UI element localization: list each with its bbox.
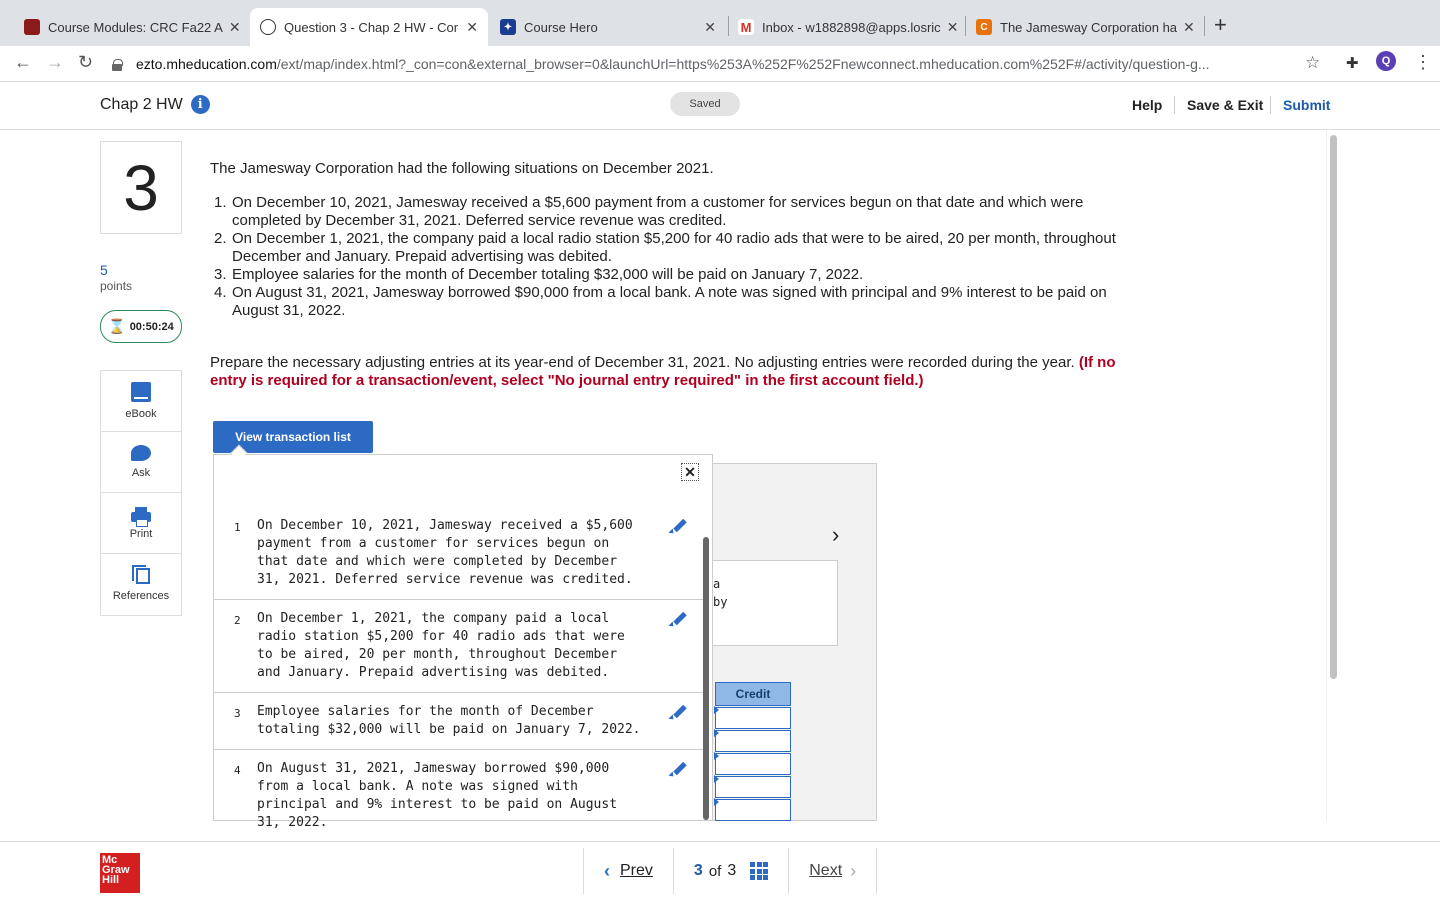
tool-label: eBook <box>125 408 157 420</box>
transaction-row[interactable]: 4 On August 31, 2021, Jamesway borrowed $90,000 from a local bank. A note was signed with principal and 9% interest to be paid on August 31, 2022. <box>214 760 704 825</box>
chevron-right-icon[interactable]: › <box>832 522 840 547</box>
gmail-icon: M <box>738 19 754 35</box>
question-number: 3 <box>100 141 182 234</box>
help-link[interactable]: Help <box>1132 97 1163 113</box>
list-item: 4. On August 31, 2021, Jamesway borrowed $90,000 from a local bank. A note was signed with principal and 9% interest to be paid on August 31, 2022. <box>214 284 1107 319</box>
close-tab-icon[interactable]: ✕ <box>704 18 716 35</box>
close-tab-icon[interactable]: ✕ <box>228 18 241 35</box>
tools-panel <box>100 370 182 616</box>
credit-input[interactable] <box>715 730 791 752</box>
new-tab-icon[interactable]: + <box>1214 12 1227 37</box>
tool-label: Print <box>129 527 153 540</box>
chegg-icon: C <box>976 19 992 35</box>
extensions-puzzle-icon[interactable]: ✚ <box>1346 55 1359 72</box>
info-icon[interactable]: i <box>191 95 210 114</box>
url-host: ezto.mheducation.com <box>136 56 277 72</box>
credit-input[interactable] <box>715 753 791 775</box>
list-item: 1. On December 10, 2021, Jamesway received a $5,600 payment from a customer for services begun on that date and which were completed by December 31, 2021. Deferred service revenue was credited. <box>214 194 1084 229</box>
close-tab-icon[interactable]: ✕ <box>946 18 959 35</box>
pencil-edit-icon[interactable] <box>670 760 688 778</box>
ask-button[interactable] <box>101 432 181 493</box>
question-pager[interactable]: 3 of 3 <box>674 848 789 894</box>
credit-input[interactable] <box>715 707 791 729</box>
close-tab-icon[interactable]: ✕ <box>466 18 478 35</box>
next-button[interactable]: Next › <box>789 848 877 894</box>
credit-input[interactable] <box>715 776 791 798</box>
pencil-edit-icon[interactable] <box>670 610 688 628</box>
book-icon <box>131 382 151 402</box>
page-scrollbar[interactable] <box>1326 131 1340 821</box>
pencil-edit-icon[interactable] <box>670 703 688 721</box>
credit-column-header: Credit <box>715 682 791 706</box>
points-value: 5 <box>100 262 108 278</box>
browser-tab-question-3[interactable] <box>250 8 488 46</box>
close-tab-icon[interactable]: ✕ <box>1183 18 1195 35</box>
browser-tab-inbox[interactable] <box>728 8 964 46</box>
worksheet-description: a by <box>712 560 838 646</box>
lock-icon <box>112 59 122 70</box>
reload-icon[interactable]: ↻ <box>78 52 94 72</box>
printer-icon <box>131 512 151 522</box>
points-label: points <box>100 279 133 293</box>
transaction-row[interactable]: 3 Employee salaries for the month of December totaling $32,000 will be paid on January 7, 2022. <box>214 703 704 750</box>
transaction-list-popup <box>213 454 713 830</box>
prev-button[interactable]: ‹ Prev <box>583 848 674 894</box>
scrollbar-thumb[interactable] <box>1330 135 1337 679</box>
instructions: Prepare the necessary adjusting entries at its year-end of December 31, 2021. No adjusting entries were recorded during the year. (If no entry is required for a transaction/event, select "No journal entry required" in the first account field.) <box>210 354 1116 389</box>
transaction-row[interactable]: 1 On December 10, 2021, Jamesway received a $5,600 payment from a customer for services begun on that date and which were completed by December 31, 2021. Deferred service revenue was credited. <box>214 517 704 600</box>
tab-title: Course Modules: CRC Fa22 A <box>48 19 223 35</box>
bookmark-star-icon[interactable]: ☆ <box>1305 53 1321 72</box>
browser-tab-bar <box>0 0 1440 46</box>
globe-icon <box>260 19 276 35</box>
question-intro: The Jamesway Corporation had the following situations on December 2021. <box>210 160 714 177</box>
save-exit-link[interactable]: Save & Exit <box>1187 97 1264 113</box>
popup-scrollbar[interactable] <box>703 537 709 820</box>
tool-label: References <box>112 589 170 602</box>
address-bar <box>0 46 1440 82</box>
total-questions: 3 <box>727 862 737 879</box>
url-path: /ext/map/index.html?_con=con&external_browser=0&launchUrl=https%253A%252F%252Fnewconnect.mheducation.com%252F#/activity/question-g... <box>276 56 1210 72</box>
browser-menu-icon[interactable]: ⋮ <box>1414 52 1432 72</box>
list-item: 3. Employee salaries for the month of December totaling $32,000 will be paid on January 7, 2022. <box>214 266 864 283</box>
timer-value: 00:50:24 <box>129 320 174 333</box>
footer-nav <box>0 841 1440 900</box>
url-field[interactable] <box>112 51 1332 77</box>
tab-title: The Jamesway Corporation ha <box>1000 19 1178 35</box>
tool-label: Ask <box>131 467 151 479</box>
profile-avatar[interactable]: Q <box>1376 51 1396 71</box>
ebook-button[interactable] <box>101 371 181 432</box>
credit-input[interactable] <box>715 799 791 821</box>
pencil-edit-icon[interactable] <box>670 517 688 535</box>
tab-title: Course Hero <box>524 19 598 35</box>
situation-list <box>214 194 1144 320</box>
list-item: 2. On December 1, 2021, the company paid a local radio station $5,200 for 40 radio ads that were to be aired, 20 per month, throughout December and January. Prepaid advertising was debited. <box>214 230 1116 265</box>
browser-tab-jamesway[interactable] <box>966 8 1202 46</box>
tab-title: Question 3 - Chap 2 HW - Cor <box>284 19 459 35</box>
shield-icon <box>24 19 40 35</box>
browser-tab-course-hero[interactable] <box>490 8 726 46</box>
chat-bubble-icon <box>131 445 151 461</box>
course-hero-icon: ✦ <box>500 19 516 35</box>
references-button[interactable] <box>101 554 181 615</box>
back-arrow-icon[interactable]: ← <box>14 52 32 72</box>
chevron-left-icon: ‹ <box>604 860 610 881</box>
hourglass-icon: ⌛ <box>108 318 126 334</box>
tab-title: Inbox - w1882898@apps.losric <box>762 19 941 35</box>
grid-icon[interactable] <box>750 862 768 880</box>
timer-badge <box>100 310 182 343</box>
chevron-right-icon: › <box>850 860 857 881</box>
assignment-title: Chap 2 HW <box>100 95 183 113</box>
copy-documents-icon <box>136 568 150 584</box>
transaction-row[interactable]: 2 On December 1, 2021, the company paid a local radio station $5,200 for 40 radio ads that were to be aired, 20 per month, throughout December and January. Prepaid advertising was debited. <box>214 610 704 693</box>
close-icon[interactable]: ✕ <box>681 463 699 481</box>
mcgraw-hill-logo: Mc Graw Hill <box>100 853 140 893</box>
instructions-note: (If no entry is required for a transaction/event, select "No journal entry required" in the first account field.) <box>210 354 1116 389</box>
browser-tab-course-modules[interactable] <box>14 8 246 46</box>
saved-status-badge: Saved <box>670 92 740 116</box>
view-transaction-list-button[interactable]: View transaction list <box>213 421 373 453</box>
forward-arrow-icon[interactable]: → <box>46 52 64 72</box>
print-button[interactable] <box>101 493 181 554</box>
current-question: 3 <box>693 862 703 879</box>
submit-link[interactable]: Submit <box>1283 97 1331 113</box>
assignment-header <box>0 82 1440 130</box>
